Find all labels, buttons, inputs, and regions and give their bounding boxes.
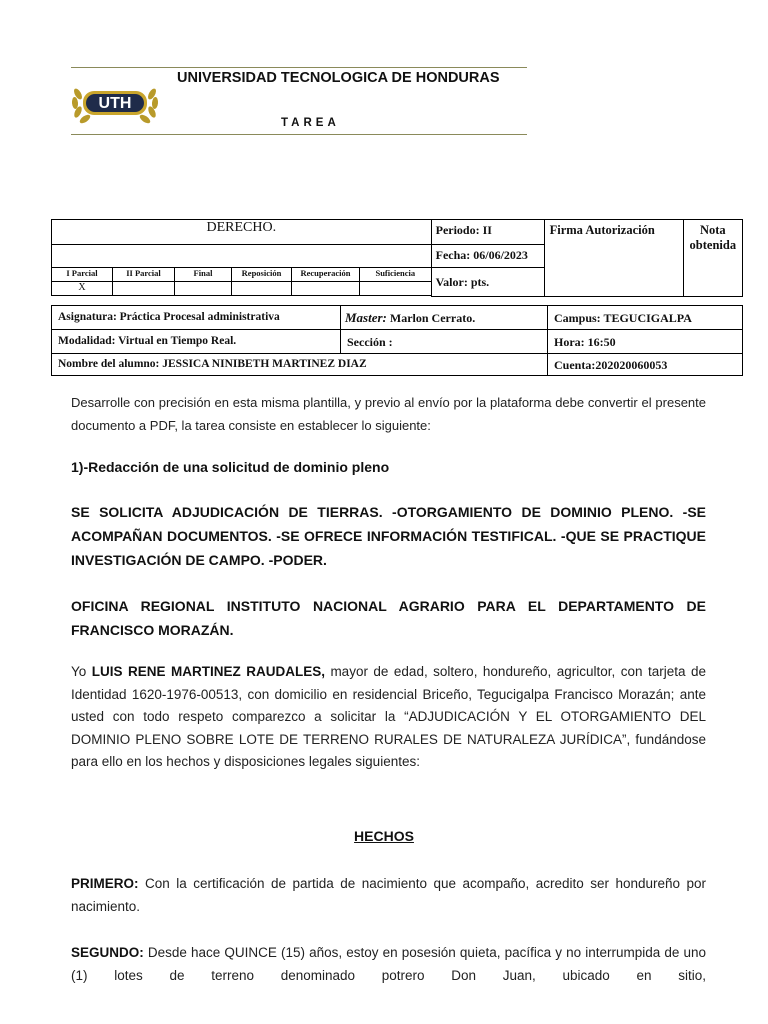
exam-mark [232, 282, 292, 296]
uth-logo [70, 80, 160, 126]
exam-mark [113, 282, 175, 296]
petitioner-name: LUIS RENE MARTINEZ RAUDALES, [91, 664, 325, 679]
task-title: 1)-Redacción de una solicitud de dominio pleno [71, 459, 390, 475]
seccion: Sección : [341, 330, 548, 354]
intro-yo: Yo [71, 664, 87, 679]
exam-mark: X [52, 282, 113, 296]
exam-mark [360, 282, 432, 296]
nota-obtenida [683, 220, 742, 297]
exam-header: Suficiencia [360, 268, 432, 282]
addressee: OFICINA REGIONAL INSTITUTO NACIONAL AGRARIO PARA EL DEPARTAMENTO DE FRANCISCO MORAZÁN. [71, 598, 706, 638]
asignatura: Asignatura: Práctica Procesal administrativa [52, 306, 341, 330]
intro-text: mayor de edad, soltero, hondureño, agricultor, con tarjeta de Identidad 1620-1976-00513, con domicilio en residencial Briceño, Tegucigalpa Francisco Morazán; ante usted con todo respeto comparezco a solicitar la “ADJUDICACIÓN Y EL OTORGAMIENTO DEL DOMINIO PLENO SOBRE LOTE DE TERRENO RURALES DE NATURALEZA JURÍDICA”, fundándose para ello en los hechos y disposiciones legales siguientes: [71, 664, 706, 769]
segundo-text: Desde hace QUINCE (15) años, estoy en posesión quieta, pacífica y no interrumpida de uno (1) lotes de terreno denominado potrero Don Juan, ubicado en sitio, [71, 945, 706, 983]
hora: Hora: 16:50 [548, 330, 743, 354]
exam-header: II Parcial [113, 268, 175, 282]
primero-text: Con la certificación de partida de nacimiento que acompaño, acredito ser hondureño por nacimiento. [71, 876, 706, 914]
university-name: UNIVERSIDAD TECNOLOGICA DE HONDURAS [177, 70, 500, 86]
header-top-rule [71, 67, 527, 68]
exam-header: Final [175, 268, 232, 282]
nota-label-1: Nota [699, 223, 726, 237]
exam-header: Reposición [232, 268, 292, 282]
document-type: TAREA [281, 117, 340, 129]
exam-header: Recuperación [292, 268, 360, 282]
intro-paragraph [71, 661, 706, 774]
master-label: Master: [345, 310, 387, 325]
fecha: Fecha: 06/06/2023 [431, 245, 544, 268]
instructions-paragraph: Desarrolle con precisión en esta misma plantilla, y previo al envío por la plataforma debe convertir el presente documento a PDF, la tarea consiste en establecer lo siguiente: [71, 395, 706, 433]
valor: Valor: pts. [431, 268, 544, 297]
student-name: Nombre del alumno: JESSICA NINIBETH MARTINEZ DIAZ [52, 354, 548, 376]
exam-header: I Parcial [52, 268, 113, 282]
segundo-label: SEGUNDO: [71, 945, 144, 960]
course-info-table [51, 219, 743, 297]
spacer [52, 296, 432, 297]
primero-paragraph [71, 873, 706, 918]
blank-cell [52, 245, 432, 268]
firma-autorizacion: Firma Autorización [544, 220, 683, 297]
svg-text:UTH: UTH [98, 95, 132, 112]
cuenta: Cuenta:202020060053 [548, 354, 743, 376]
exam-mark [175, 282, 232, 296]
master [341, 306, 548, 330]
segundo-paragraph [71, 942, 706, 987]
master-name: Marlon Cerrato. [389, 311, 476, 325]
header-bottom-rule [71, 134, 527, 135]
modalidad: Modalidad: Virtual en Tiempo Real. [52, 330, 341, 354]
student-info-table [51, 305, 743, 376]
subject-area: DERECHO. [52, 220, 432, 245]
nota-label-2: obtenida [689, 238, 737, 252]
campus: Campus: TEGUCIGALPA [548, 306, 743, 330]
periodo: Periodo: II [431, 220, 544, 245]
exam-mark [292, 282, 360, 296]
primero-label: PRIMERO: [71, 876, 139, 891]
request-caption: SE SOLICITA ADJUDICACIÓN DE TIERRAS. -OTORGAMIENTO DE DOMINIO PLENO. -SE ACOMPAÑAN DOCUMENTOS. -SE OFRECE INFORMACIÓN TESTIFICAL. -QUE SE PRACTIQUE INVESTIGACIÓN DE CAMPO. -PODER. [71, 504, 706, 568]
hechos-heading: HECHOS [354, 828, 414, 844]
